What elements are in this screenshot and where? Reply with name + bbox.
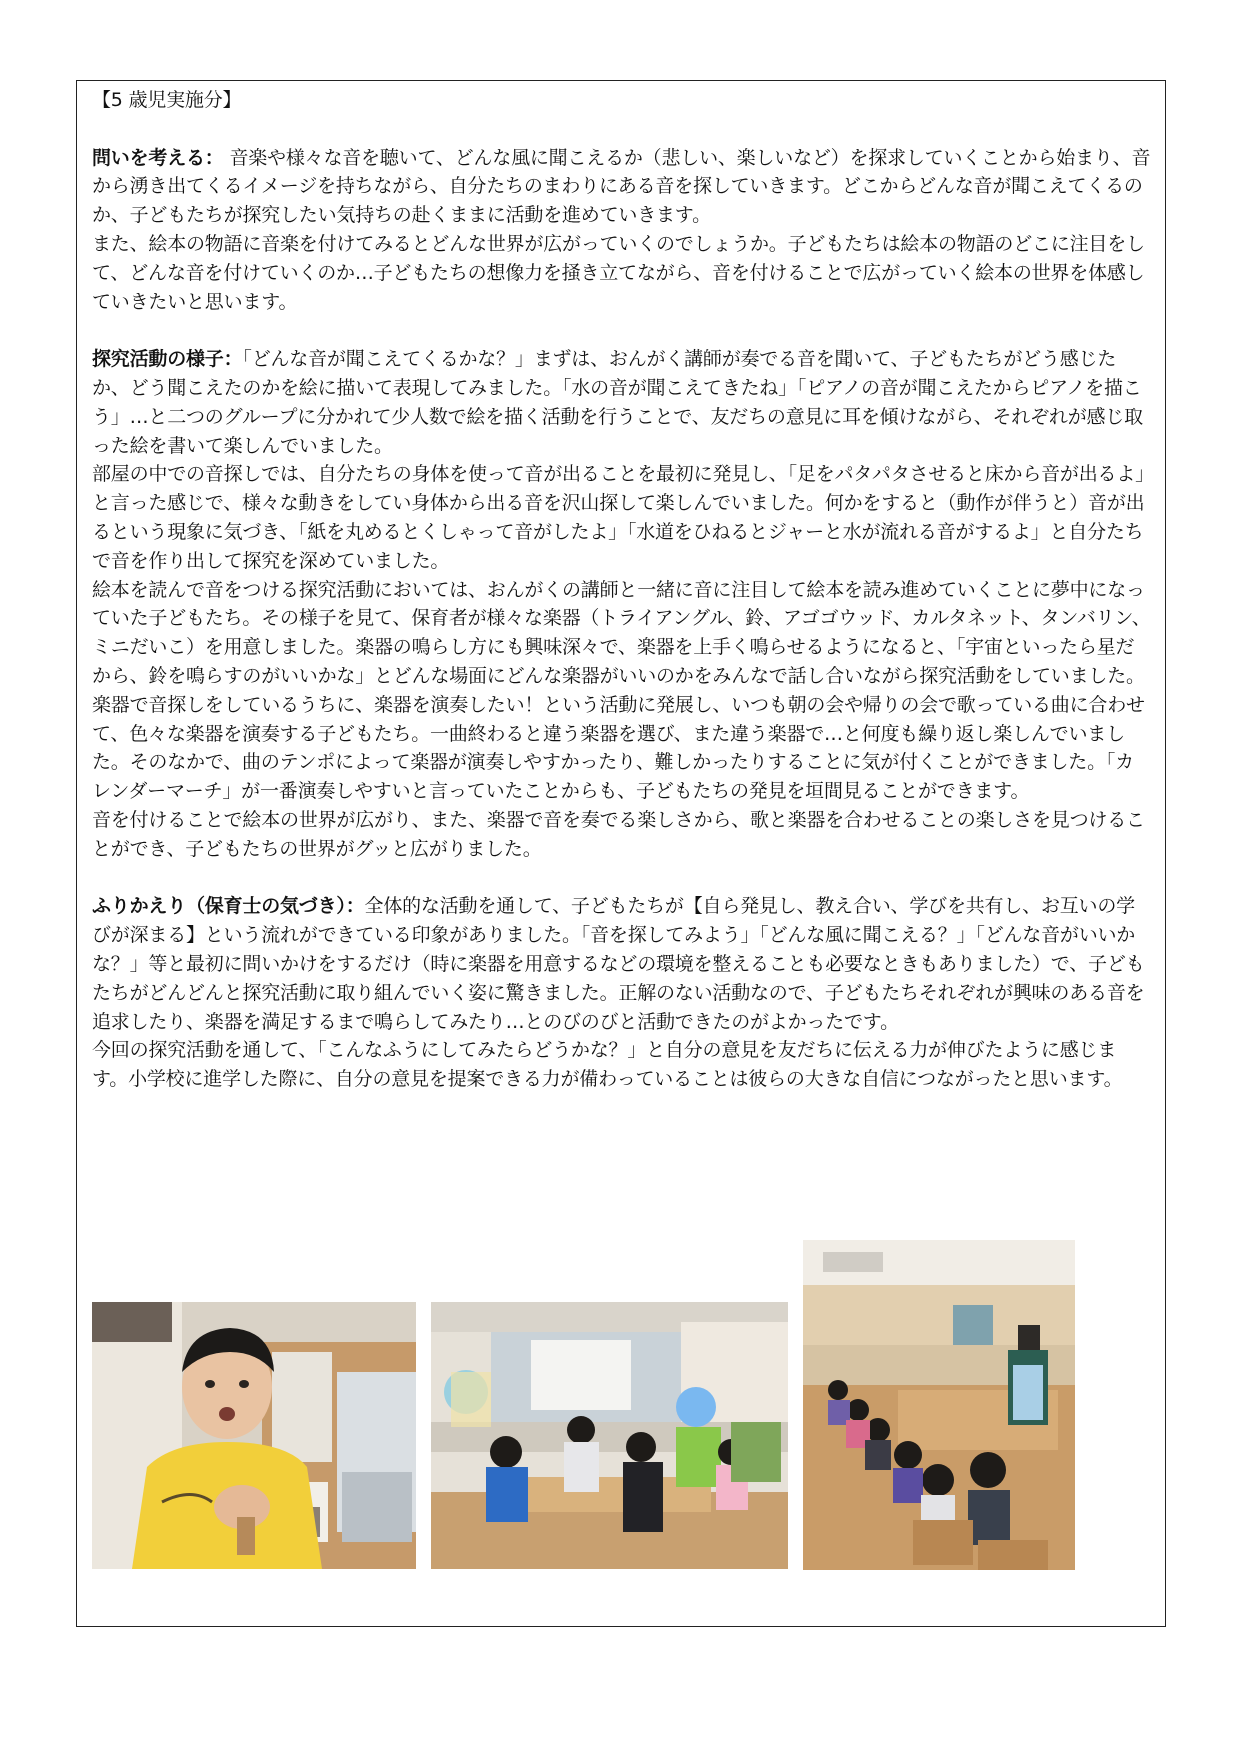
reflection-paragraph-2: 今回の探究活動を通して、「こんなふうにしてみたらどうかな？」と自分の意見を友だちに伝える力が伸びたように感じます。小学校に進学した際に、自分の意見を提案できる力が備わっていることは彼らの大きな自信につながったと思います。 bbox=[92, 1039, 1123, 1091]
activity-paragraph-4: 楽器で音探しをしているうちに、楽器を演奏したい！という活動に発展し、いつも朝の会や帰りの会で歌っている曲に合わせて、色々な楽器を演奏する子どもたち。一曲終わると違う楽器を選び、また違う楽器で…と何度も繰り返し楽しんでいました。そのなかで、曲のテンポによって楽器が演奏しやすかったり、難しかったりすることに気が付くことができました。「カレンダーマーチ」が一番演奏しやすいと言っていたことからも、子どもたちの発見を垣間見ることができます。 bbox=[92, 693, 1145, 803]
activity-paragraph-2: 部屋の中での音探しでは、自分たちの身体を使って音が出ることを最初に発見し、「足をパタパタさせると床から音が出るよ」と言った感じで、様々な動きをしてい身体から出る音を沢山探して楽しんでいました。何かをすると（動作が伴うと）音が出るという現象に気づき、「紙を丸めるとくしゃって音がしたよ」「水道をひねるとジャーと水が流れる音がするよ」と自分たちで音を作り出して探究を深めていました。 bbox=[92, 463, 1145, 572]
activity-label: 探究活動の様子： bbox=[92, 348, 243, 371]
activity-paragraph-3: 絵本を読んで音をつける探究活動においては、おんがくの講師と一緒に音に注目して絵本を読み進めていくことに夢中になっていた子どもたち。その様子を見て、保育者が様々な楽器（トライアングル、鈴、アゴゴウッド、カルタネット、タンバリン、ミニだいこ）を用意しました。楽器の鳴らし方にも興味深々で、楽器を上手く鳴らせるようになると、「宇宙といったら星だから、鈴を鳴らすのがいいかな」とどんな場面にどんな楽器がいいのかをみんなで話し合いながら探究活動をしていました。 bbox=[92, 578, 1151, 687]
inquiry-paragraph-1 bbox=[92, 144, 1152, 230]
photo-classroom-music-session bbox=[803, 1240, 1075, 1570]
activity-paragraph-5: 音を付けることで絵本の世界が広がり、また、楽器で音を奏でる楽しさから、歌と楽器を合わせることの楽しさを見つけることができ、子どもたちの世界がグッと広がりました。 bbox=[92, 808, 1145, 860]
reflection-paragraph-1 bbox=[92, 892, 1152, 1036]
report-body bbox=[92, 86, 1152, 1094]
reflection-text-1: 全体的な活動を通して、子どもたちが【自ら発見し、教え合い、学びを共有し、お互いの学びが深まる】という流れができている印象がありました。「音を探してみよう」「どんな風に聞こえる？」「どんな音がいいかな？」等と最初に問いかけをするだけ（時に楽器を用意するなどの環境を整えることも必要なときもありました）で、子どもたちがどんどんと探究活動に取り組んでいく姿に驚きました。正解のない活動なので、子どもたちそれぞれが興味のある音を追求したり、楽器を満足するまで鳴らしてみたり…とのびのびと活動できたのがよかったです。 bbox=[92, 895, 1145, 1033]
photo-children-drawing bbox=[431, 1302, 788, 1569]
inquiry-label: 問いを考える： bbox=[92, 146, 224, 169]
reflection-label: ふりかえり（保育士の気づき）： bbox=[92, 895, 365, 918]
activity-text-1: 「どんな音が聞こえてくるかな？」まずは、おんがく講師が奏でる音を聞いて、子どもたちがどう感じたか、どう聞こえたのかを絵に描いて表現してみました。「水の音が聞こえてきたね」「ピアノの音が聞こえたからピアノを描こう」…と二つのグループに分かれて少人数で絵を描く活動を行うことで、友だちの意見に耳を傾けながら、それぞれが感じ取った絵を書いて楽しんでいました。 bbox=[92, 348, 1143, 457]
inquiry-paragraph-2: また、絵本の物語に音楽を付けてみるとどんな世界が広がっていくのでしょうか。子どもたちは絵本の物語のどこに注目をして、どんな音を付けていくのか…子どもたちの想像力を掻き立てながら、音を付けることで広がっていく絵本の世界を体感していきたいと思います。 bbox=[92, 232, 1145, 313]
inquiry-text-1: 音楽や様々な音を聴いて、どんな風に聞こえるか（悲しい、楽しいなど）を探求していくことから始まり、音から湧き出てくるイメージを持ちながら、自分たちのまわりにある音を探していきます。どこからどんな音が聞こえてくるのか、子どもたちが探究したい気持ちの赴くままに活動を進めていきます。 bbox=[92, 146, 1151, 227]
activity-paragraph-1 bbox=[92, 345, 1152, 460]
photo-child-with-instrument bbox=[92, 1302, 416, 1569]
section-title: 【5 歳児実施分】 bbox=[92, 89, 242, 111]
